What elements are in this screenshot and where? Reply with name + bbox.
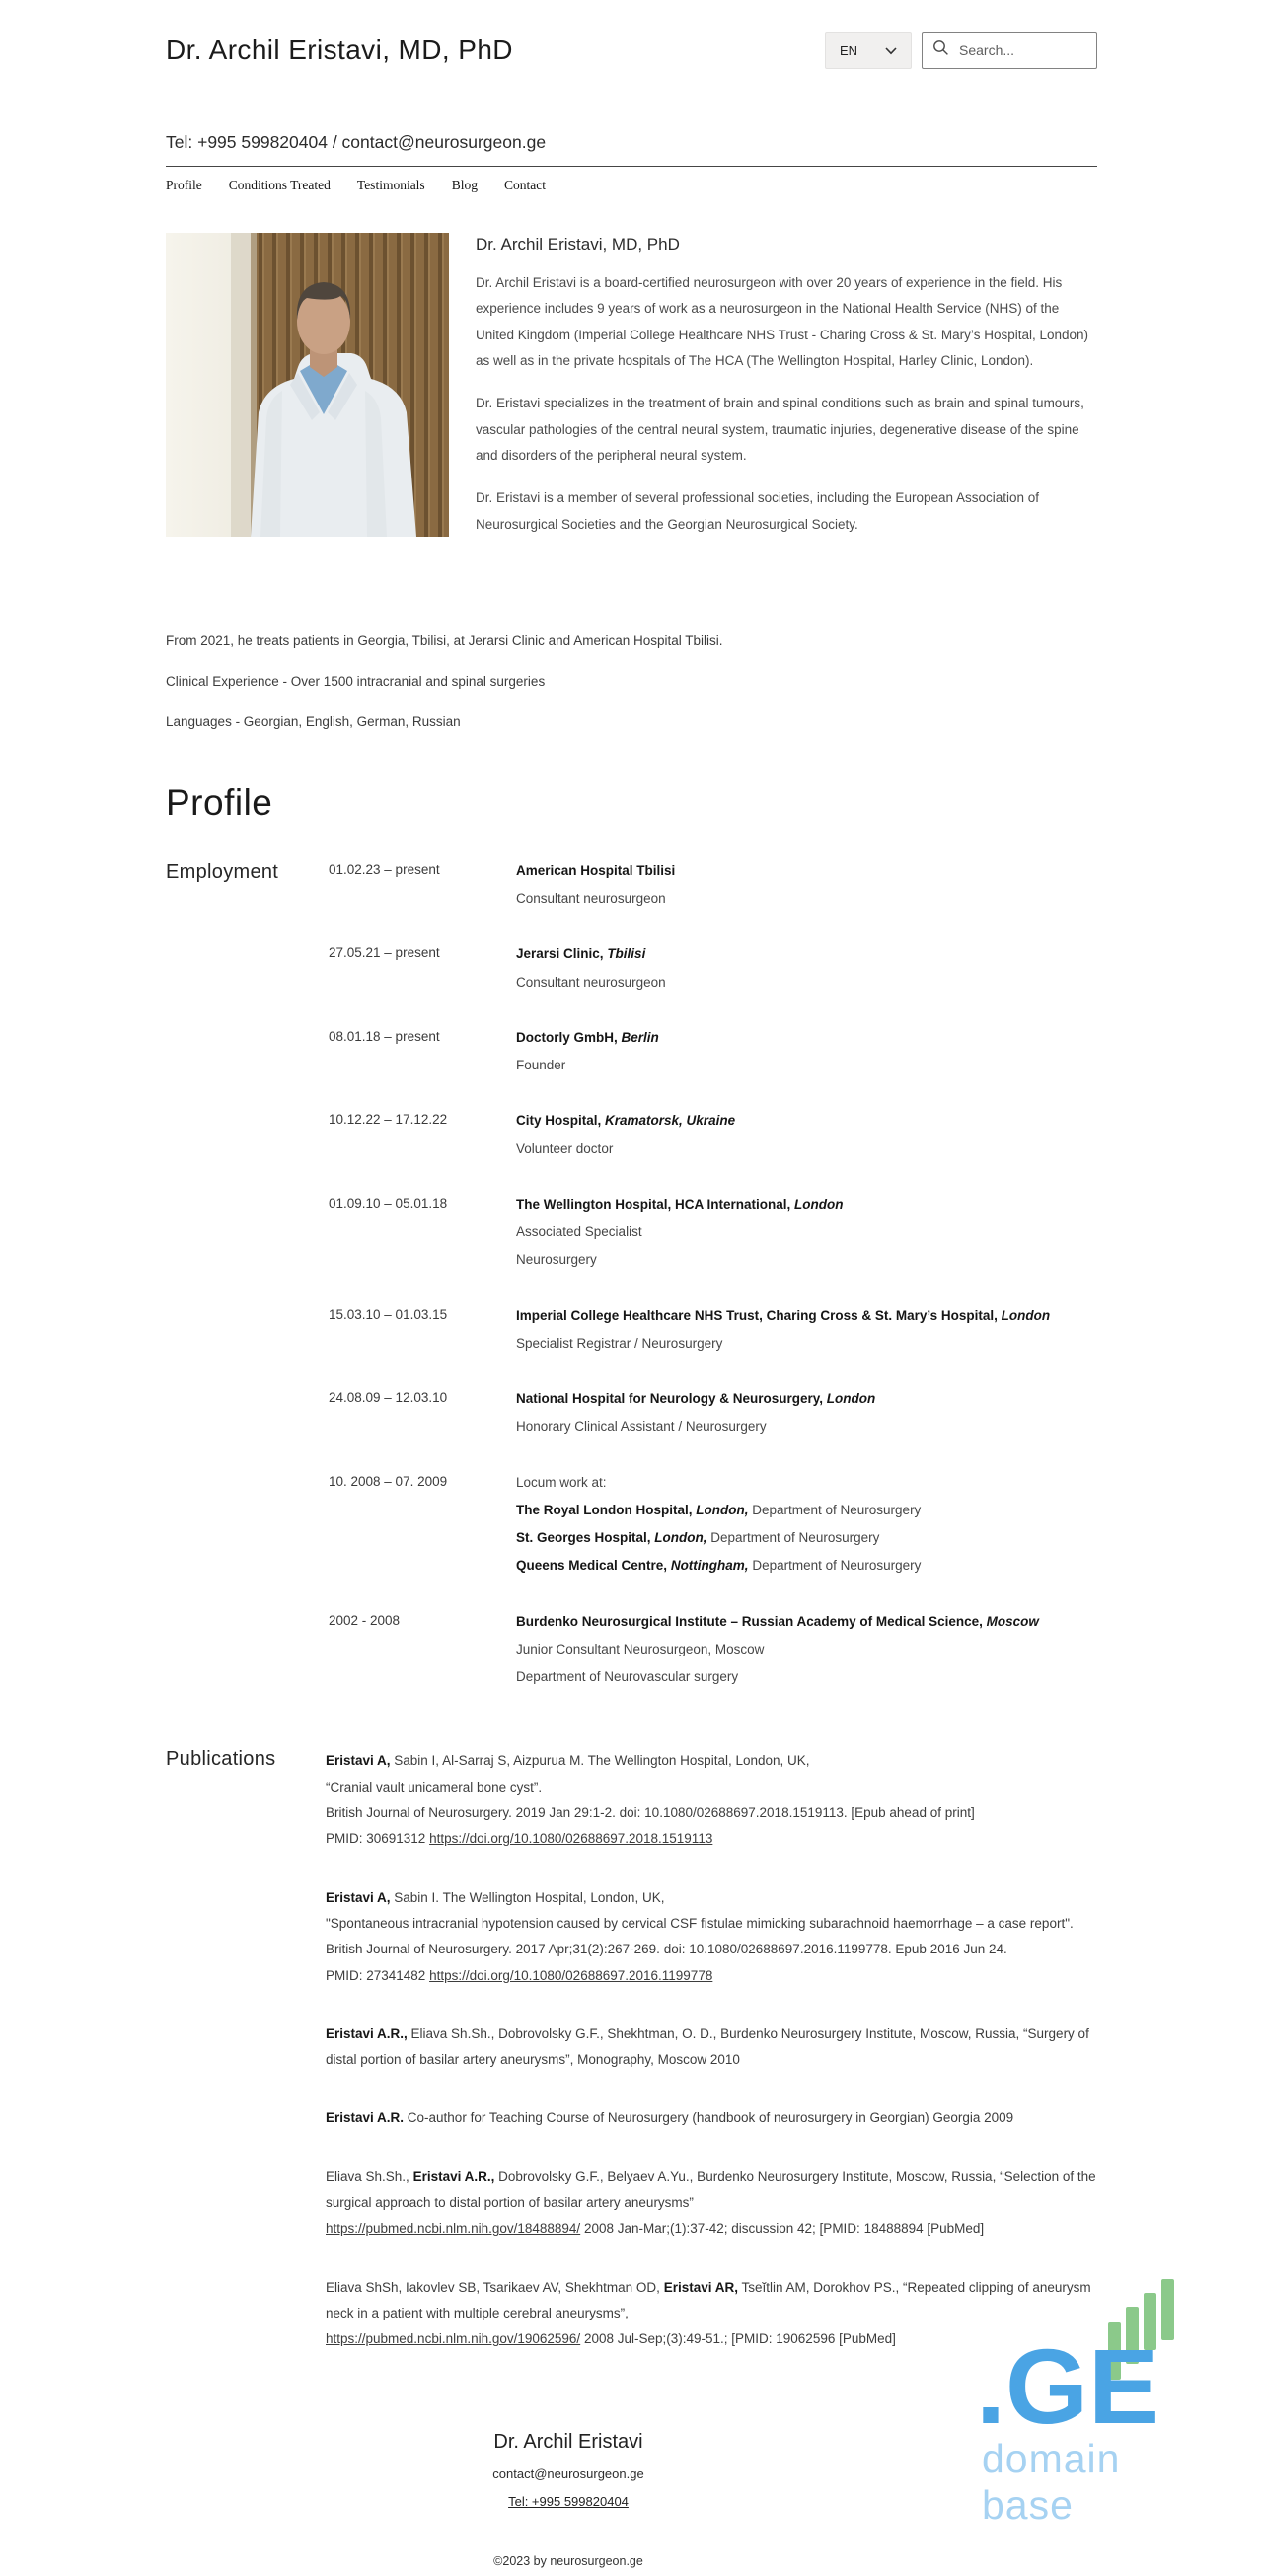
fact-line: Languages - Georgian, English, German, Russian: [166, 713, 461, 729]
publication-line: Eliava ShSh, Iakovlev SB, Tsarikaev AV, Shekhtman OD, Eristavi AR, Tseĭtlin AM, Dorokhov PS., “Repeated clipping of aneurysm neck in a patient with multiple cerebral aneurysms”,: [326, 2279, 1091, 2320]
employment-role: Specialist Registrar / Neurosurgery: [516, 1335, 723, 1351]
employment-entry: [329, 1111, 1097, 1167]
publication-entry: [326, 1748, 1097, 1852]
publication-line: “Cranial vault unicameral bone cyst”.: [326, 1779, 543, 1795]
publication-link[interactable]: https://doi.org/10.1080/02688697.2016.1199778: [429, 1967, 713, 1983]
employment-details: [516, 1195, 1097, 1279]
publications-section: [166, 1748, 1097, 2385]
employment-role: Department of Neurovascular surgery: [516, 1669, 739, 1685]
employment-date: 01.02.23 – present: [329, 861, 440, 877]
bio-paragraph: Dr. Archil Eristavi is a board-certified neurosurgeon with over 20 years of experience in the field. His experience includes 9 years of work as a neurosurgeon in the National Health Service (NHS) of the United Kingdom (Imperial College Healthcare NHS Trust - Charing Cross & St. Mary’s Hospital, London) as well as in the private hospitals of The HCA (The Wellington Hospital, Harley Clinic, London).: [476, 275, 1089, 368]
nav-item-conditions-treated[interactable]: Conditions Treated: [228, 178, 331, 192]
employment-role: Consultant neurosurgeon: [516, 891, 666, 907]
employment-date: 01.09.10 – 05.01.18: [329, 1195, 448, 1211]
facts: [166, 633, 1097, 729]
footer-copyright: ©2023 by neurosurgeon.ge: [493, 2553, 643, 2568]
language-selector[interactable]: [825, 32, 912, 69]
employment-details: [516, 1473, 1097, 1584]
watermark-tagline: domain base: [982, 2436, 1121, 2528]
contact-line: Tel: +995 599820404 / contact@neurosurgeon.ge: [166, 132, 1097, 167]
employment-date: 2002 - 2008: [329, 1612, 401, 1628]
publication-entry: [326, 1885, 1097, 1989]
employment-section: [166, 861, 1097, 1724]
publication-link[interactable]: https://pubmed.ncbi.nlm.nih.gov/19062596/: [326, 2331, 581, 2347]
employment-entry: [329, 1306, 1097, 1362]
employment-entry: [329, 1028, 1097, 1084]
employment-org: The Wellington Hospital, HCA International, London: [516, 1196, 844, 1212]
domain-base-watermark: [982, 2279, 1209, 2529]
employment-org: Jerarsi Clinic, Tbilisi: [516, 946, 646, 962]
footer-tel-link[interactable]: Tel: +995 599820404: [508, 2493, 629, 2509]
employment-org: City Hospital, Kramatorsk, Ukraine: [516, 1113, 736, 1129]
nav-item-contact[interactable]: Contact: [503, 178, 546, 192]
bio-section: [166, 233, 1097, 554]
employment-details: [516, 1111, 1097, 1167]
employment-entry: [329, 1389, 1097, 1445]
publication-line: PMID: 27341482 https://doi.org/10.1080/02688697.2016.1199778: [326, 1967, 713, 1983]
footer-name: Dr. Archil Eristavi: [493, 2430, 643, 2453]
publication-line: PMID: 30691312 https://doi.org/10.1080/02688697.2018.1519113: [326, 1831, 713, 1847]
employment-details: [516, 944, 1097, 1000]
employment-org: Doctorly GmbH, Berlin: [516, 1029, 659, 1045]
footer-email: contact@neurosurgeon.ge: [492, 2466, 644, 2481]
employment-details: [516, 861, 1097, 918]
employment-role: Consultant neurosurgeon: [516, 974, 666, 990]
language-value: EN: [840, 42, 858, 58]
employment-entry: [329, 861, 1097, 918]
nav-item-blog[interactable]: Blog: [451, 178, 478, 192]
employment-role: Honorary Clinical Assistant / Neurosurgery: [516, 1419, 767, 1435]
employment-entry: [329, 944, 1097, 1000]
employment-org: Queens Medical Centre, Nottingham, Department of Neurosurgery: [516, 1558, 922, 1574]
search-box[interactable]: [922, 32, 1097, 69]
employment-date: 24.08.09 – 12.03.10: [329, 1390, 448, 1406]
nav-item-profile[interactable]: Profile: [166, 178, 202, 192]
employment-role: Neurosurgery: [516, 1252, 597, 1268]
employment-details: [516, 1306, 1097, 1362]
search-icon: [932, 39, 949, 61]
employment-label: Employment: [166, 860, 279, 883]
employment-details: [516, 1028, 1097, 1084]
publication-line: https://pubmed.ncbi.nlm.nih.gov/19062596/ 2008 Jul-Sep;(3):49-51.; [PMID: 19062596 [PubMed]: [326, 2331, 896, 2347]
topbar: [166, 0, 1097, 69]
publications-label: Publications: [166, 1748, 276, 1771]
fact-line: From 2021, he treats patients in Georgia, Tbilisi, at Jerarsi Clinic and American Hospital Tbilisi.: [166, 632, 723, 648]
employment-entry: [329, 1195, 1097, 1279]
publication-link[interactable]: https://doi.org/10.1080/02688697.2018.1519113: [429, 1831, 713, 1847]
ge-logo-icon: [982, 2279, 1209, 2429]
employment-role: Associated Specialist: [516, 1224, 642, 1240]
profile-section-title: Profile: [166, 781, 273, 823]
search-input[interactable]: [957, 41, 1086, 59]
employment-entry: [329, 1612, 1097, 1696]
employment-date: 27.05.21 – present: [329, 945, 440, 961]
employment-org: American Hospital Tbilisi: [516, 862, 676, 878]
employment-date: 10. 2008 – 07. 2009: [329, 1473, 448, 1489]
employment-date: 10.12.22 – 17.12.22: [329, 1112, 448, 1128]
site-title: Dr. Archil Eristavi, MD, PhD: [166, 35, 513, 65]
bio-paragraph: Dr. Eristavi specializes in the treatment of brain and spinal conditions such as brain and spinal tumours, vascular pathologies of the central neural system, traumatic injuries, degenerative disease of the spine and disorders of the peripheral neural system.: [476, 396, 1084, 463]
employment-details: [516, 1612, 1097, 1696]
publication-line: Eristavi A, Sabin I, Al-Sarraj S, Aizpurua M. The Wellington Hospital, London, UK,: [326, 1753, 810, 1769]
employment-org: St. Georges Hospital, London, Department of Neurosurgery: [516, 1530, 880, 1546]
publication-link[interactable]: https://pubmed.ncbi.nlm.nih.gov/18488894/: [326, 2221, 581, 2237]
publication-line: https://pubmed.ncbi.nlm.nih.gov/18488894/ 2008 Jan-Mar;(1):37-42; discussion 42; [PMID: 18488894 [PubMed]: [326, 2221, 985, 2237]
publication-line: British Journal of Neurosurgery. 2019 Jan 29:1-2. doi: 10.1080/02688697.2018.1519113. [Epub ahead of print]: [326, 1804, 975, 1820]
publication-line: Eristavi A.R., Eliava Sh.Sh., Dobrovolsky G.F., Shekhtman, O. D., Burdenko Neurosurgery Institute, Moscow, Russia, “Surgery of distal portion of basilar artery aneurysms”, Monography, Moscow 2010: [326, 2025, 1089, 2068]
employment-role: Junior Consultant Neurosurgeon, Moscow: [516, 1641, 765, 1656]
employment-org: Burdenko Neurosurgical Institute – Russian Academy of Medical Science, Moscow: [516, 1613, 1039, 1629]
employment-date: 15.03.10 – 01.03.15: [329, 1306, 448, 1322]
employment-role: Founder: [516, 1058, 566, 1073]
employment-entry: [329, 1473, 1097, 1584]
employment-date: 08.01.18 – present: [329, 1028, 440, 1044]
header-controls: [825, 32, 1097, 69]
employment-entries: [329, 861, 1097, 1724]
publication-entry: [326, 2165, 1097, 2243]
publication-line: British Journal of Neurosurgery. 2017 Apr;31(2):267-269. doi: 10.1080/02688697.2016.1199778. Epub 2016 Jun 24.: [326, 1942, 1007, 1957]
employment-org: The Royal London Hospital, London, Department of Neurosurgery: [516, 1502, 922, 1517]
doctor-photo: [166, 233, 449, 537]
main-nav: [166, 178, 1097, 193]
bio-text: [476, 233, 1097, 554]
employment-details: [516, 1389, 1097, 1445]
footer: [166, 2431, 971, 2568]
publication-line: Eristavi A, Sabin I. The Wellington Hospital, London, UK,: [326, 1889, 665, 1905]
svg-text:.GE: .GE: [982, 2326, 1160, 2429]
publication-line: Eristavi A.R. Co-author for Teaching Course of Neurosurgery (handbook of neurosurgery in Georgian) Georgia 2009: [326, 2110, 1014, 2126]
publication-entry: [326, 2105, 1097, 2131]
nav-item-testimonials[interactable]: Testimonials: [356, 178, 425, 192]
employment-org: Imperial College Healthcare NHS Trust, Charing Cross & St. Mary’s Hospital, London: [516, 1307, 1051, 1323]
chevron-down-icon: [885, 43, 897, 58]
bio-paragraph: Dr. Eristavi is a member of several professional societies, including the European Association of Neurosurgical Societies and the Georgian Neurosurgical Society.: [476, 490, 1040, 532]
bio-heading: Dr. Archil Eristavi, MD, PhD: [476, 235, 680, 254]
employment-role: Volunteer doctor: [516, 1141, 614, 1156]
employment-org: National Hospital for Neurology & Neurosurgery, London: [516, 1391, 876, 1407]
employment-role: Locum work at:: [516, 1474, 607, 1490]
publication-line: Eliava Sh.Sh., Eristavi A.R., Dobrovolsky G.F., Belyaev A.Yu., Burdenko Neurosurgery Institute, Moscow, Russia, “Selection of the surgical approach to distal portion of basilar artery aneurysms”: [326, 2169, 1096, 2211]
publication-line: "Spontaneous intracranial hypotension caused by cervical CSF fistulae mimicking subarachnoid haemorrhage – a case report".: [326, 1915, 1074, 1931]
publication-entry: [326, 2022, 1097, 2074]
fact-line: Clinical Experience - Over 1500 intracranial and spinal surgeries: [166, 673, 546, 689]
